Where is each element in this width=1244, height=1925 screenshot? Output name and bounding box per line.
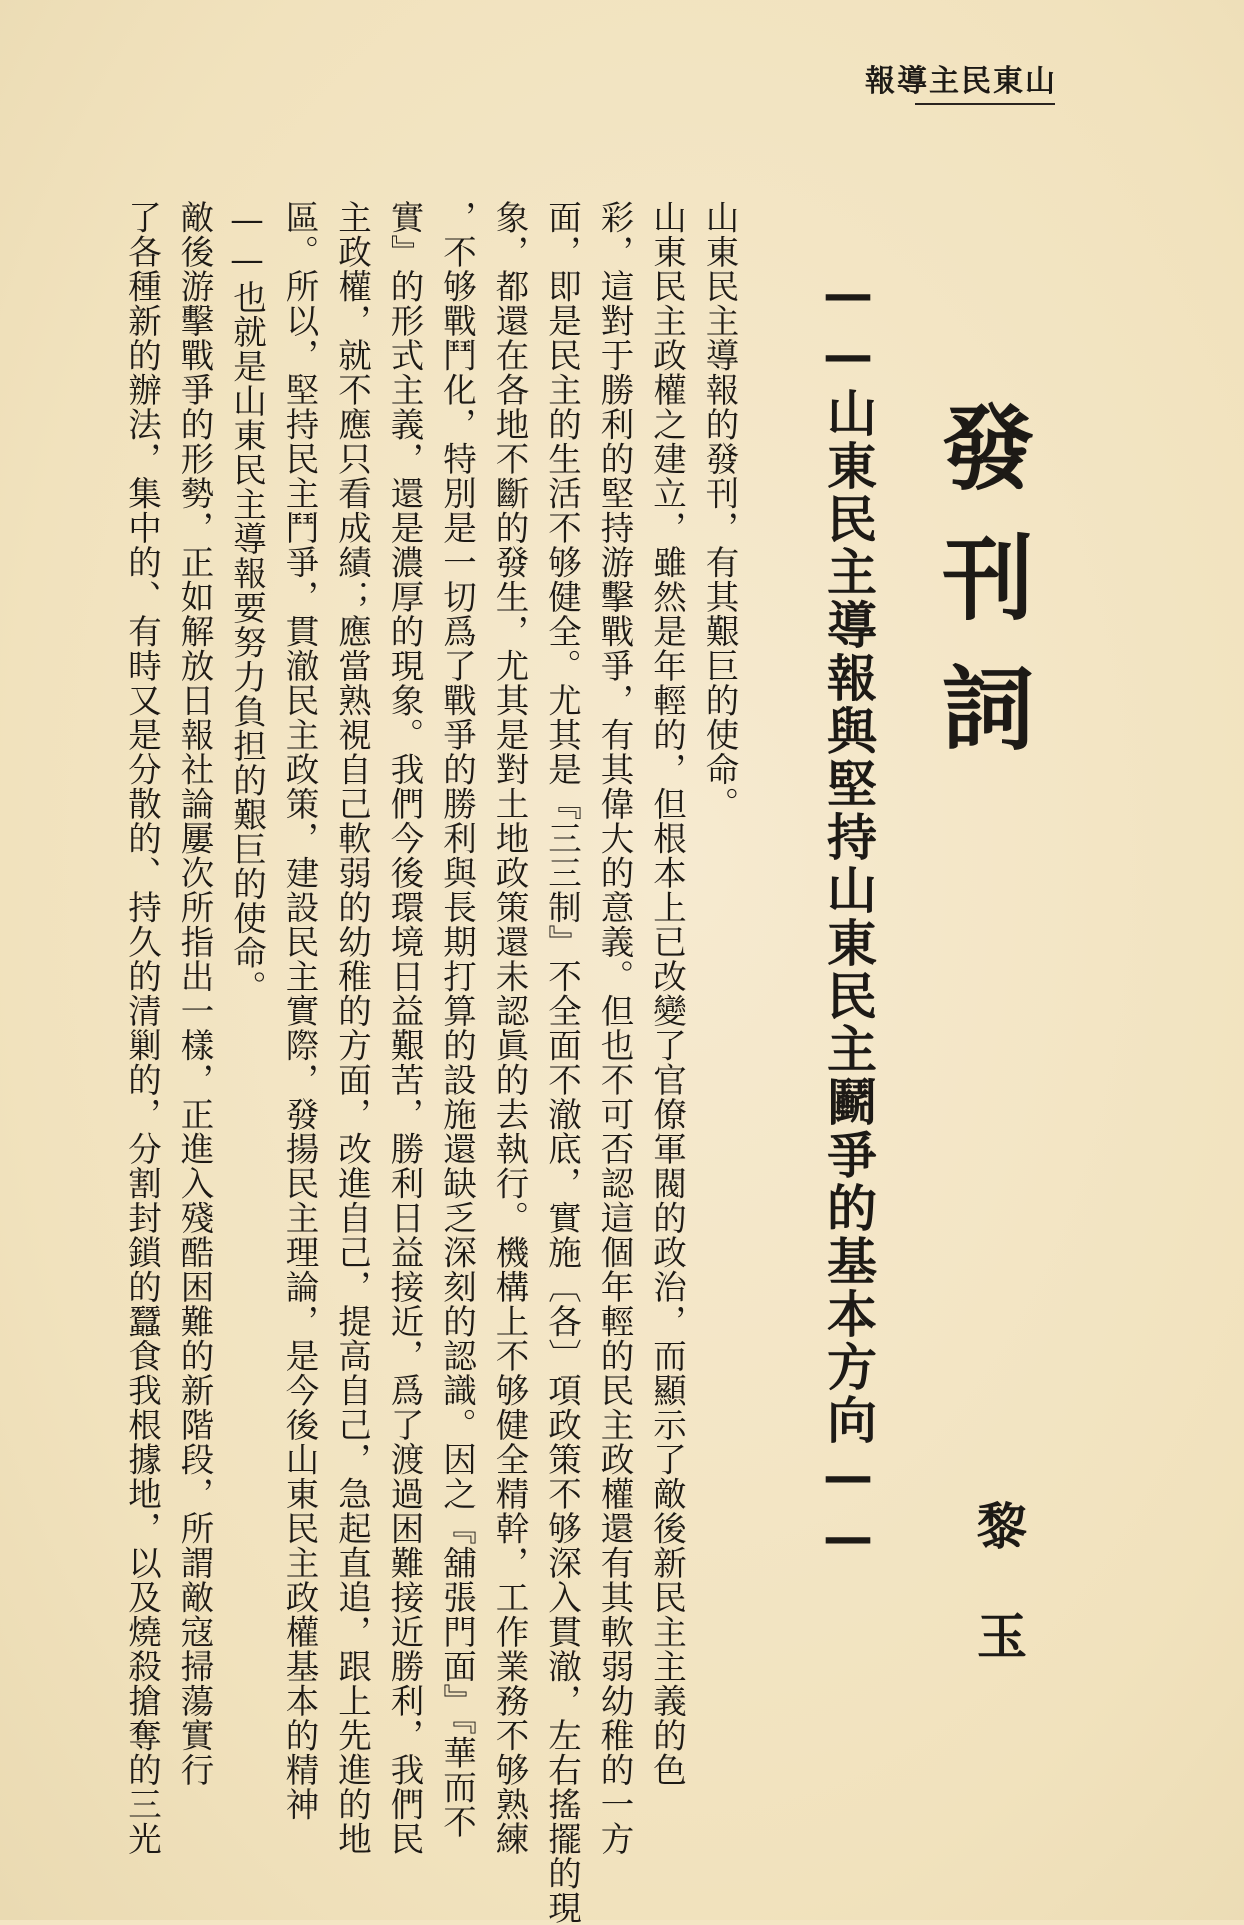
- body-column: 主政權，就不應只看成績；應當熟視自己軟弱的幼稚的方面，改進自己，提高自己，急起直追，跟上先進的地: [332, 200, 372, 1856]
- body-column: 區。所以，堅持民主鬥爭，貫澈民主政策，建設民主實際，發揚民主理論，是今後山東民主政權基本的精神: [280, 200, 319, 1822]
- author-name: 黎玉: [969, 1500, 1027, 1720]
- body-column: 了各種新的辦法，集中的、有時又是分散的、持久的清剿的，分割封鎖的蠶食我根據地，以及燒殺搶奪的三光: [122, 200, 162, 1856]
- body-column: 山東民主導報的發刊，有其艱巨的使命。: [700, 200, 739, 821]
- body-column: 彩，這對于勝利的堅持游擊戰爭，有其偉大的意義。但也不可否認這個年輕的民主政權還有其軟弱幼稚的一方: [595, 200, 634, 1856]
- article-title: 發刊詞: [927, 400, 1034, 790]
- body-column: 山東民主政權之建立，雖然是年輕的，但根本上已改變了官僚軍閥的政治，而顯示了敵後新民主主義的色: [647, 200, 687, 1787]
- body-column: 實』的形式主義，還是濃厚的現象。我們今後環境日益艱苦，勝利日益接近，爲了渡過困難接近勝利，我們民: [385, 200, 424, 1856]
- body-column: ，不够戰鬥化，特別是一切爲了戰爭的勝利與長期打算的設施還缺乏深刻的認識。因之『舖張門面』『華而不: [437, 200, 477, 1840]
- body-column: 象，都還在各地不斷的發生，尤其是對土地政策還未認眞的去執行。機構上不够健全精幹，工作業務不够熟練: [490, 200, 529, 1856]
- body-column: 敵後游擊戰爭的形勢，正如解放日報社論屢次所指出一樣，正進入殘酷困難的新階段，所謂敵寇掃蕩實行: [175, 200, 214, 1787]
- article-body: [122, 200, 745, 1925]
- newspaper-masthead: 山東民主導報: [865, 64, 1057, 99]
- article-subtitle: ——山東民主導報與堅持山東民主鬬爭的基本方向——: [819, 265, 877, 1569]
- body-column: 面，即是民主的生活不够健全。尤其是『三三制』不全面不澈底，實施〔各〕項政策不够深入貫澈，左右搖擺的現: [542, 200, 582, 1925]
- masthead-rule: [915, 103, 1055, 105]
- body-column: ——也就是山東民主導報要努力負担的艱巨的使命。: [227, 200, 267, 1005]
